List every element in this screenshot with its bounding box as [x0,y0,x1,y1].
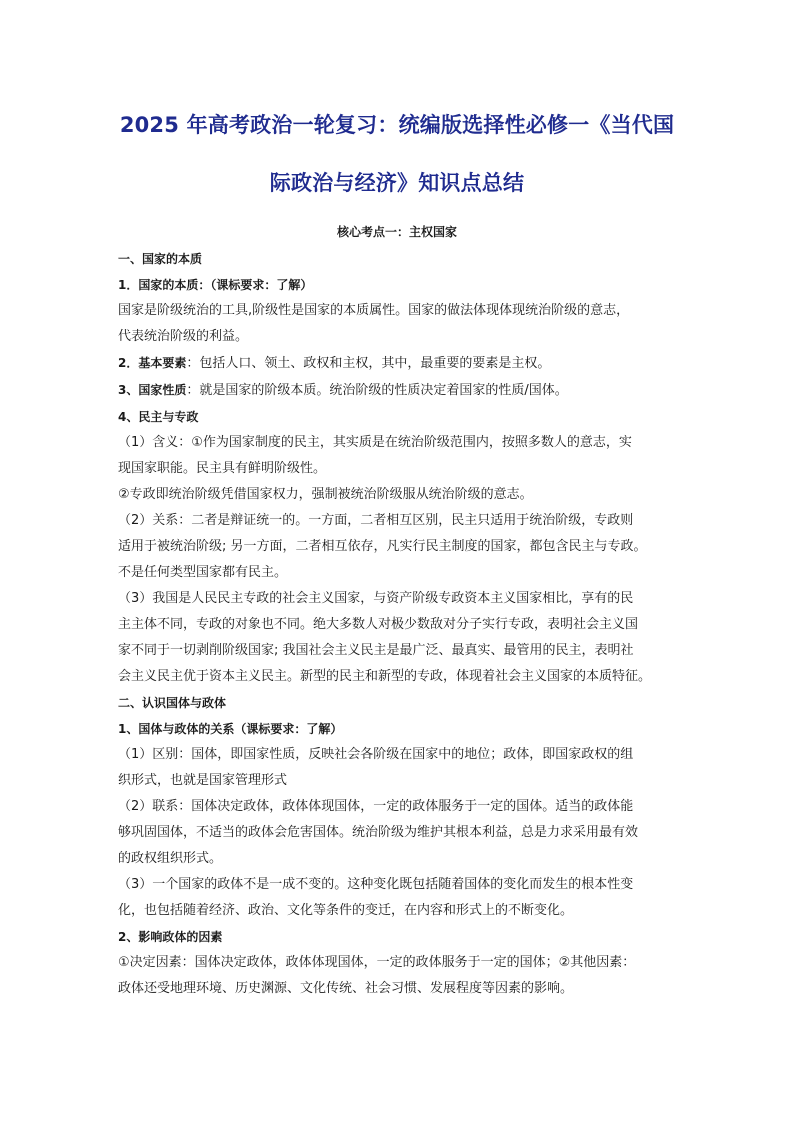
section-1-2-text: ：包括人口、领土、政权和主权，其中，最重要的要素是主权。 [186,356,551,371]
section-1-3-paragraph [118,377,676,404]
section-1-4-p1-line-1: （1）含义：①作为国家制度的民主，其实质是在统治阶级范围内，按照多数人的意志，实 [118,435,632,450]
section-1-1-text-line-2: 代表统治阶级的利益。 [118,329,249,344]
section-2-1-p2-line-1: （2）联系：国体决定政体，政体体现国体，一定的政体服务于一定的国体。适当的政体能 [118,799,634,814]
section-1-heading: 一、国家的本质 [118,252,203,266]
core-point-subheading: 核心考点一：主权国家 [336,225,457,239]
document-title-line-2: 际政治与经济》知识点总结 [269,171,525,195]
section-2-1-p3-line-2: 化，也包括随着经济、政治、文化等条件的变迁，在内容和形式上的不断变化。 [118,903,574,918]
section-2-2-p1-line-2: 政体还受地理环境、历史渊源、文化传统、社会习惯、发展程度等因素的影响。 [118,981,574,996]
section-1-1-text-line-1: 国家是阶级统治的工具,阶级性是国家的本质属性。国家的做法体现体现统治阶级的意志， [118,303,630,318]
section-1-3-text: ：就是国家的阶级本质。统治阶级的性质决定着国家的性质/国体。 [186,383,568,398]
document-body [118,246,676,1002]
section-1-4-heading: 4、民主与专政 [118,410,199,424]
section-1-4-p3-line-1: （2）关系：二者是辩证统一的。一方面，二者相互区别，民主只适用于统治阶级，专政则 [118,513,634,528]
section-2-1-p1-line-1: （1）区别：国体，即国家性质，反映社会各阶级在国家中的地位；政体，即国家政权的组 [118,747,634,762]
document-title [118,96,676,212]
section-2-1-p2-line-2: 够巩固国体，不适当的政体会危害国体。统治阶级为维护其根本利益，总是力求采用最有效 [118,825,639,840]
section-1-2-label: 2．基本要素 [118,356,187,370]
section-1-4-p4-line-3: 家不同于一切剥削阶级国家; 我国社会主义民主是最广泛、最真实、最管用的民主，表明社 [118,643,634,658]
section-2-1-heading: 1、国体与政体的关系（课标要求：了解） [118,722,343,736]
section-2-heading: 二、认识国体与政体 [118,696,227,710]
section-1-1-heading: 1．国家的本质：（课标要求：了解） [118,278,313,292]
section-1-2-paragraph [118,350,676,377]
section-2-2-p1-line-1: ①决定因素：国体决定政体，政体体现国体，一定的政体服务于一定的国体；②其他因素： [118,955,636,970]
section-2-1-p2-line-3: 的政权组织形式。 [118,851,223,866]
section-1-4-p1-line-2: 现国家职能。民主具有鲜明阶级性。 [118,461,327,476]
section-1-3-label: 3、国家性质 [118,383,187,397]
section-1-4-p3-line-3: 不是任何类型国家都有民主。 [118,565,288,580]
section-1-4-p2: ②专政即统治阶级凭借国家权力，强制被统治阶级服从统治阶级的意志。 [118,487,533,502]
section-2-1-p1-line-2: 织形式，也就是国家管理形式 [118,773,288,788]
document-title-line-1: 2025 年高考政治一轮复习：统编版选择性必修一《当代国 [119,113,675,137]
section-1-4-p4-line-1: （3）我国是人民民主专政的社会主义国家，与资产阶级专政资本主义国家相比，享有的民 [118,591,634,606]
section-1-4-p4-line-2: 主主体不同，专政的对象也不同。绝大多数人对极少数敌对分子实行专政，表明社会主义国 [118,617,639,632]
section-1-4-p4-line-4: 会主义民主优于资本主义民主。新型的民主和新型的专政，体现着社会主义国家的本质特征。 [118,669,652,684]
section-2-1-p3-line-1: （3）一个国家的政体不是一成不变的。这种变化既包括随着国体的变化而发生的根本性变 [118,877,634,892]
section-2-2-heading: 2、影响政体的因素 [118,930,223,944]
section-1-4-p3-line-2: 适用于被统治阶级; 另一方面，二者相互依存，凡实行民主制度的国家，都包含民主与专政。 [118,539,647,554]
